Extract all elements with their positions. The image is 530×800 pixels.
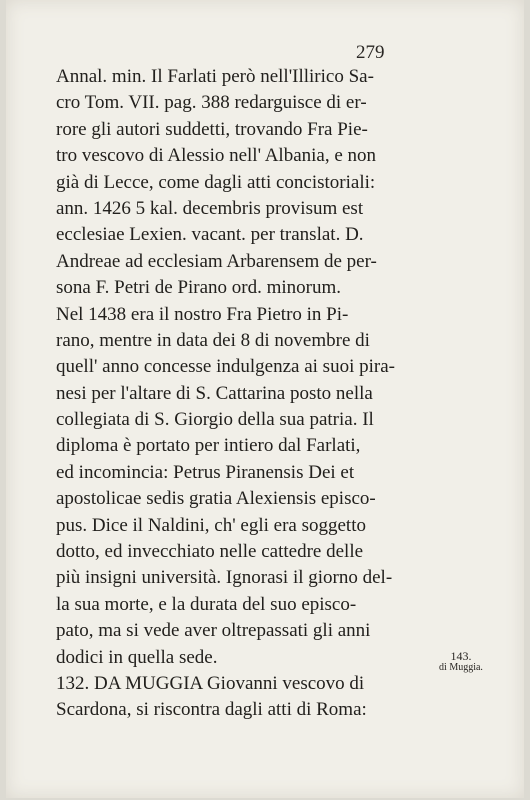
- text-line: rano, mentre in data dei 8 di novembre di: [56, 329, 370, 351]
- text-line: pus. Dice il Naldini, ch' egli era soggetto: [56, 514, 366, 536]
- text-line: ed incomincia: Petrus Piranensis Dei et: [56, 461, 355, 483]
- text-line: nesi per l'altare di S. Cattarina posto nella: [56, 382, 373, 404]
- text-line: Nel 1438 era il nostro Fra Pietro in Pi-: [56, 303, 349, 325]
- text-line: dodici in quella sede.: [56, 646, 218, 668]
- book-page: [6, 0, 524, 798]
- margin-note-number: 143.: [450, 649, 472, 663]
- text-line: rore gli autori suddetti, trovando Fra Pie-: [56, 118, 368, 140]
- text-line: Andreae ad ecclesiam Arbarensem de per-: [56, 250, 377, 272]
- text-line: dotto, ed invecchiato nelle cattedre delle: [56, 541, 364, 563]
- margin-note: [426, 650, 496, 674]
- body-text: [56, 64, 416, 724]
- text-line: sona F. Petri de Pirano ord. minorum.: [56, 277, 342, 299]
- text-line: tro vescovo di Alessio nell' Albania, e non: [56, 145, 377, 167]
- text-line: cro Tom. VII. pag. 388 redarguisce di er-: [56, 92, 367, 114]
- text-line: Annal. min. Il Farlati però nell'Illirico Sa-: [56, 66, 374, 87]
- margin-note-label: di Muggia.: [439, 662, 483, 673]
- text-line: quell' anno concesse indulgenza ai suoi pira-: [56, 356, 395, 378]
- text-line: diploma è portato per intiero dal Farlati,: [56, 435, 361, 457]
- text-line: la sua morte, e la durata del suo episco-: [56, 593, 357, 615]
- text-line: già di Lecce, come dagli atti concistoriali:: [56, 171, 376, 193]
- text-line: collegiata di S. Giorgio della sua patria. Il: [56, 409, 374, 431]
- text-line: ann. 1426 5 kal. decembris provisum est: [56, 197, 364, 219]
- text-line: 132. DA MUGGIA Giovanni vescovo di: [56, 672, 365, 694]
- text-line: Scardona, si riscontra dagli atti di Roma:: [56, 699, 367, 721]
- text-line: pato, ma si vede aver oltrepassati gli anni: [56, 620, 371, 642]
- page-number: 279: [356, 42, 385, 63]
- text-line: apostolicae sedis gratia Alexiensis episco-: [56, 488, 376, 510]
- text-line: più insigni università. Ignorasi il giorno del-: [56, 567, 393, 589]
- text-line: ecclesiae Lexien. vacant. per translat. D.: [56, 224, 364, 246]
